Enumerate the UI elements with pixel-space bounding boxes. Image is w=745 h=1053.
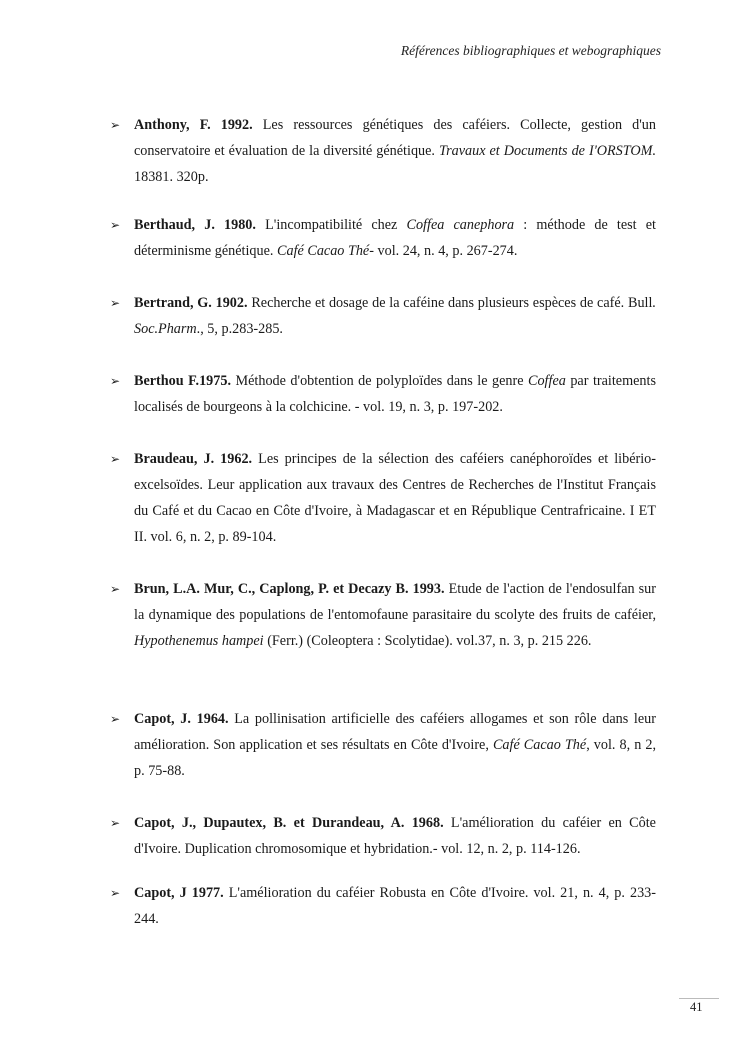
reference-text: Anthony, F. 1992. Les ressources génétiques des caféiers. Collecte, gestion d'un conservatoire et évaluation de la diversité génétique. Travaux et Documents de I'ORSTOM. 18381. 320p. <box>134 117 656 185</box>
footer-divider <box>679 998 719 999</box>
reference-text: Berthou F.1975. Méthode d'obtention de polyploïdes dans le genre Coffea par traitements localisés de bourgeons à la colchicine. - vol. 19, n. 3, p. 197-202. <box>134 373 656 415</box>
reference-text: Bertrand, G. 1902. Recherche et dosage de la caféine dans plusieurs espèces de café. Bull. Soc.Pharm., 5, p.283-285. <box>134 295 656 337</box>
reference-text: Braudeau, J. 1962. Les principes de la sélection des caféiers canéphoroïdes et libério-excelsoïdes. Leur application aux travaux des Centres de Recherches de l'Institut Français du Café et du Cacao en Côte d'Ivoire, à Madagascar et en République Centrafricaine. I ET II. vol. 6, n. 2, p. 89-104. <box>134 451 656 545</box>
running-header: Références bibliographiques et webographiques <box>400 43 661 58</box>
arrow-bullet-icon: ➢ <box>110 296 121 310</box>
reference-text: Capot, J 1977. L'amélioration du caféier Robusta en Côte d'Ivoire. vol. 21, n. 4, p. 233-244. <box>134 885 656 927</box>
reference-author: Braudeau, J. 1962. <box>134 451 253 467</box>
reference-item <box>110 368 656 420</box>
reference-text: Capot, J., Dupautex, B. et Durandeau, A. 1968. L'amélioration du caféier en Côte d'Ivoire. Duplication chromosomique et hybridation.- vol. 12, n. 2, p. 114-126. <box>134 815 656 857</box>
arrow-bullet-icon: ➢ <box>110 374 121 388</box>
reference-author: Capot, J 1977. <box>134 885 224 901</box>
arrow-bullet-icon: ➢ <box>110 452 121 466</box>
arrow-bullet-icon: ➢ <box>110 712 121 726</box>
arrow-bullet-icon: ➢ <box>110 218 121 232</box>
reference-text: Brun, L.A. Mur, C., Caplong, P. et Decazy B. 1993. Etude de l'action de l'endosulfan sur la dynamique des populations de l'entomofaune parasitaire du scolyte des fruits de caféier, Hypothenemus hampei (Ferr.) (Coleoptera : Scolytidae). vol.37, n. 3, p. 215 226. <box>134 581 656 649</box>
reference-item <box>110 112 656 190</box>
reference-item <box>110 706 656 784</box>
reference-text: Berthaud, J. 1980. L'incompatibilité chez Coffea canephora : méthode de test et déterminisme génétique. Café Cacao Thé- vol. 24, n. 4, p. 267-274. <box>134 217 656 259</box>
reference-author: Capot, J., Dupautex, B. et Durandeau, A. 1968. <box>134 815 444 831</box>
reference-author: Berthou F.1975. <box>134 373 231 389</box>
page-number: 41 <box>690 1000 703 1014</box>
arrow-bullet-icon: ➢ <box>110 816 121 830</box>
arrow-bullet-icon: ➢ <box>110 582 121 596</box>
reference-text: Capot, J. 1964. La pollinisation artificielle des caféiers allogames et son rôle dans leur amélioration. Son application et ses résultats en Côte d'Ivoire, Café Cacao Thé, vol. 8, n 2, p. 75-88. <box>134 711 656 779</box>
reference-author: Bertrand, G. 1902. <box>134 295 248 311</box>
reference-item <box>110 880 656 932</box>
reference-item <box>110 810 656 862</box>
arrow-bullet-icon: ➢ <box>110 118 121 132</box>
reference-author: Capot, J. 1964. <box>134 711 229 727</box>
reference-author: Brun, L.A. Mur, C., Caplong, P. et Decazy B. 1993. <box>134 581 445 597</box>
reference-author: Anthony, F. 1992. <box>134 117 253 133</box>
reference-item <box>110 446 656 550</box>
reference-item <box>110 212 656 264</box>
arrow-bullet-icon: ➢ <box>110 886 121 900</box>
reference-item <box>110 290 656 342</box>
reference-author: Berthaud, J. 1980. <box>134 217 256 233</box>
reference-item <box>110 576 656 654</box>
